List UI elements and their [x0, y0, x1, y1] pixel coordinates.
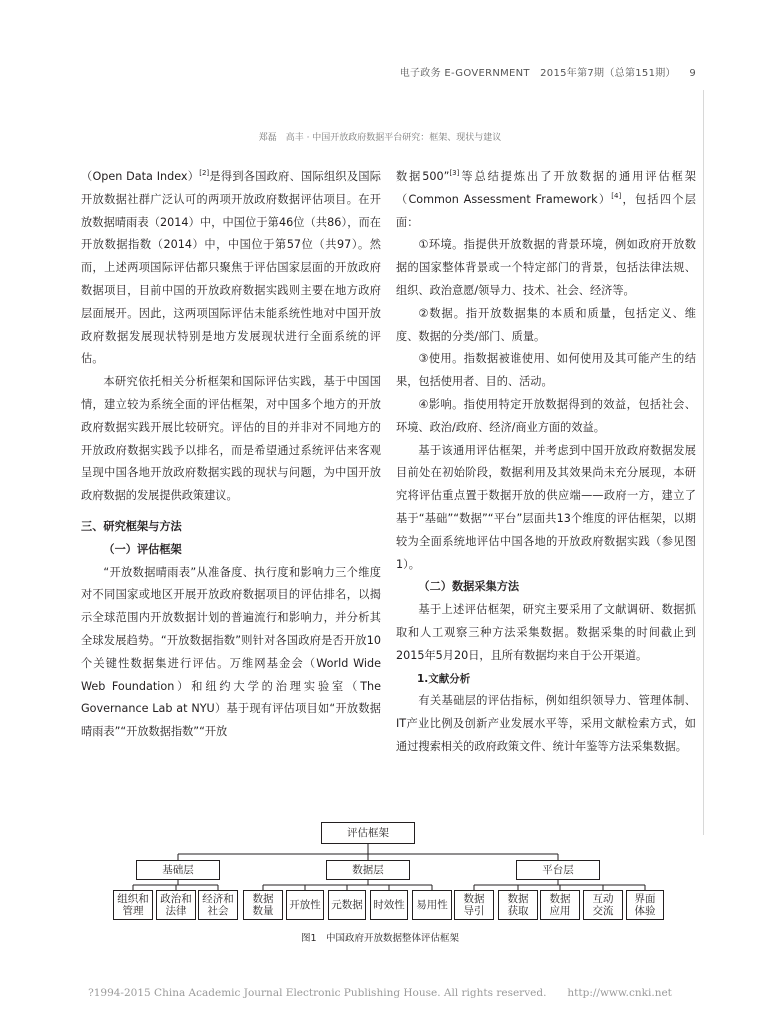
figure-caption: 图1 中国政府开放数据整体评估框架 — [300, 933, 460, 944]
list-item: ①环境。指提供开放数据的背景环境，例如政府开放数据的国家整体背景或一个特定部门的背景，包括法律法规、组织、政治意愿/领导力、技术、社会、经济等。 — [396, 238, 696, 297]
page-number: 9 — [689, 68, 696, 79]
diagram-leaf-node: 数据 导引 — [454, 890, 494, 920]
diagram-layer-node: 数据层 — [326, 860, 410, 880]
diagram-layer-node: 基础层 — [136, 860, 220, 880]
diagram-leaf-node: 组织和 管理 — [113, 890, 153, 920]
left-column — [81, 166, 381, 744]
list-item: ②数据。指开放数据集的本质和质量，包括定义、维度、数据的分类/部门、质量。 — [396, 306, 696, 343]
diagram-leaf-node: 开放性 — [286, 890, 324, 920]
paragraph: “开放数据晴雨表”从准备度、执行度和影响力三个维度对不同国家或地区开展开放政府数据项目的评估排名，以揭示全球范围内开放数据计划的普遍流行和影响力，并分析其全球发展趋势。“开放数据指数”则针对各国政府是否开放10个关键性数据集进行评估。万维网基金会（World Wide Web Foundation）和纽约大学的治理实验室（The Governance Lab at NYU）基于现有评估项目如“开放数据晴雨表”“开放数据指数”“开放 — [81, 565, 381, 739]
diagram-leaf-node: 时效性 — [370, 890, 408, 920]
diagram-leaf-node: 互动 交流 — [583, 890, 623, 920]
paragraph: （Open Data Index）[2]是得到各国政府、国际组织及国际开放数据社群广泛认可的两项开放政府数据评估项目。在开放数据晴雨表（2014）中，中国位于第46位（共86），而在开放数据指数（2014）中，中国位于第57位（共97）。然而，上述两项国际评估都只聚焦于评估国家层面的开放政府数据项目，目前中国的开放政府数据实践则主要在地方政府层面展开。因此，这两项国际评估未能系统性地对中国开放政府数据发展现状特别是地方发展现状进行全面系统的评估。 — [81, 169, 381, 366]
right-column — [396, 166, 696, 759]
list-item: ③使用。指数据被谁使用、如何使用及其可能产生的结果，包括使用者、目的、活动。 — [396, 352, 696, 389]
diagram-leaf-node: 易用性 — [412, 890, 452, 920]
column-rule — [703, 90, 704, 835]
diagram-leaf-node: 数据 获取 — [498, 890, 538, 920]
paragraph: 基于上述评估框架，研究主要采用了文献调研、数据抓取和人工观察三种方法采集数据。数据采集的时间截止到2015年5月20日，且所有数据均来自于公开渠道。 — [396, 603, 696, 662]
diagram-leaf-node: 政治和 法律 — [156, 890, 196, 920]
framework-diagram — [108, 818, 668, 948]
diagram-layer-node: 平台层 — [516, 860, 600, 880]
subsubsection-heading: 1.文献分析 — [417, 672, 471, 685]
list-item: ④影响。指使用特定开放数据得到的效益，包括社会、环境、政治/政府、经济/商业方面的效益。 — [396, 397, 696, 434]
journal-info: 电子政务 E-GOVERNMENT 2015年第7期（总第151期） — [399, 68, 676, 79]
section-heading: 三、研究框架与方法 — [81, 519, 182, 533]
diagram-leaf-node: 元数据 — [328, 890, 366, 920]
paragraph: 有关基础层的评估指标，例如组织领导力、管理体制、IT产业比例及创新产业发展水平等，采用文献检索方式，如通过搜索相关的政府政策文件、统计年鉴等方法采集数据。 — [396, 694, 696, 753]
paragraph: 数据500”[3]等总结提炼出了开放数据的通用评估框架（Common Assessment Framework）[4]，包括四个层面： — [396, 169, 696, 229]
diagram-leaf-node: 数据 应用 — [540, 890, 580, 920]
diagram-leaf-node: 界面 体验 — [626, 890, 664, 920]
diagram-leaf-node: 经济和 社会 — [198, 890, 238, 920]
diagram-leaf-node: 数据 数量 — [243, 890, 283, 920]
paragraph: 基于该通用评估框架，并考虑到中国开放政府数据发展目前处在初始阶段，数据利用及其效果尚未充分展现，本研究将评估重点置于数据开放的供应端——政府一方，建立了基于“基础”“数据”“平台”层面共13个维度的评估框架，以期较为全面系统地评估中国各地的开放政府数据实践（参见图1）。 — [396, 443, 696, 571]
article-running-title: 郑磊 高丰 · 中国开放政府数据平台研究：框架、现状与建议 — [258, 133, 502, 143]
running-header — [400, 64, 696, 79]
citation: [2] — [199, 169, 210, 177]
subsection-heading: （二）数据采集方法 — [418, 580, 520, 594]
copyright-footer: ?1994-2015 China Academic Journal Electronic Publishing House. All rights reserved. http://www.cnki.net — [88, 987, 672, 999]
diagram-root-node: 评估框架 — [321, 822, 415, 844]
paragraph: 本研究依托相关分析框架和国际评估实践，基于中国国情，建立较为系统全面的评估框架，对中国多个地方的开放政府数据实践开展比较研究。评估的目的并非对不同地方的开放政府数据实践予以排名，而是希望通过系统评估来客观呈现中国各地开放政府数据实践的现状与问题，为中国开放政府数据的发展提供政策建议。 — [81, 375, 381, 503]
subsection-heading: （一）评估框架 — [103, 542, 182, 556]
citation: [4] — [611, 191, 622, 200]
citation: [3] — [449, 169, 460, 177]
